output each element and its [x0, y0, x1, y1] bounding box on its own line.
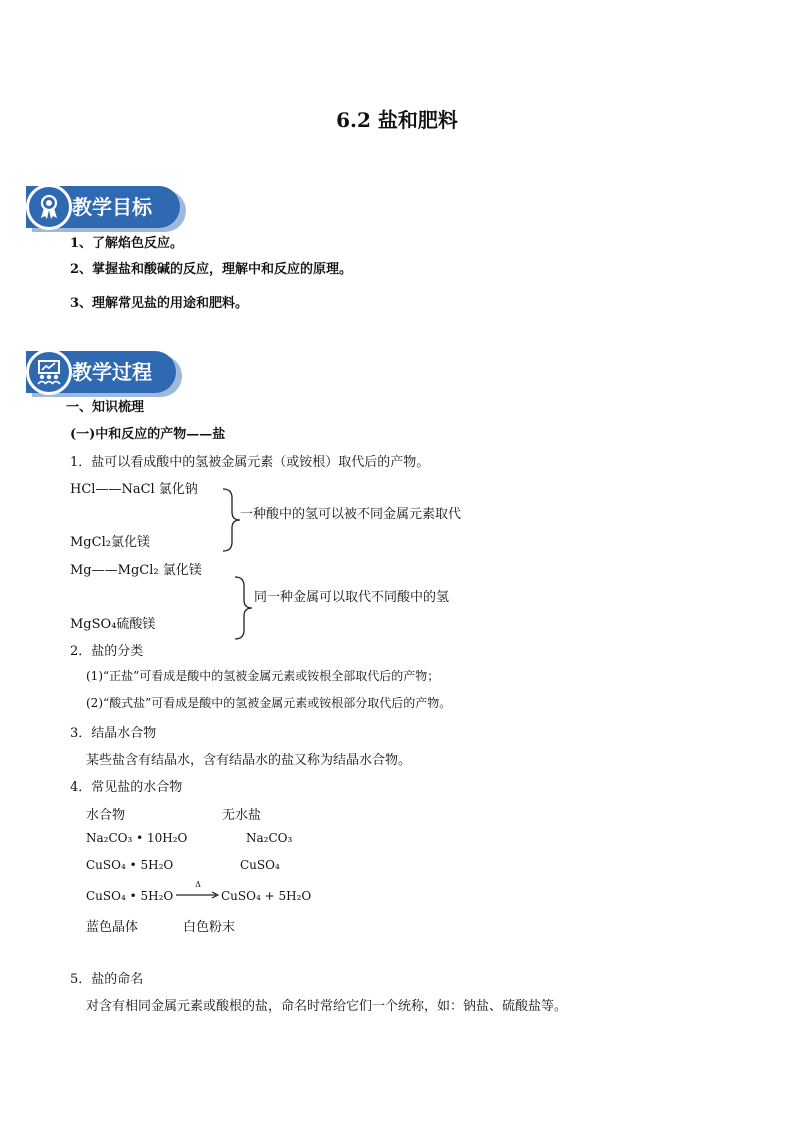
example-line: Mg——MgCl₂ 氯化镁	[70, 563, 202, 578]
paragraph: (2)“酸式盐”可看成是酸中的氢被金属元素或铵根部分取代后的产物。	[86, 696, 452, 710]
brace-note: 同一种金属可以取代不同酸中的氢	[254, 590, 450, 605]
brace-icon	[220, 488, 242, 552]
part-heading: 一、知识梳理	[66, 400, 145, 415]
goal-item: 2、掌握盐和酸碱的反应，理解中和反应的原理。	[70, 262, 353, 277]
subsection-heading: (一)中和反应的产物——盐	[70, 427, 226, 442]
arrow-right-icon	[176, 890, 220, 900]
section-header-label: 教学目标	[26, 186, 180, 228]
table-cell: CuSO₄ • 5H₂O	[86, 858, 174, 872]
example-line: HCl——NaCl 氯化钠	[70, 482, 198, 497]
presentation-icon	[26, 349, 72, 395]
equation-right: CuSO₄ + 5H₂O	[221, 889, 312, 903]
goal-item: 3、理解常见盐的用途和肥料。	[70, 296, 249, 311]
section-header-label: 教学过程	[26, 351, 176, 393]
table-cell: CuSO₄	[240, 858, 280, 872]
example-line: MgSO₄硫酸镁	[70, 617, 156, 632]
reaction-arrow	[176, 880, 220, 900]
equation-label: 蓝色晶体	[86, 920, 139, 935]
brace-icon	[232, 576, 254, 640]
brace-note: 一种酸中的氢可以被不同金属元素取代	[240, 507, 462, 522]
paragraph: 3．结晶水合物	[70, 726, 157, 741]
page-title: 6.2 盐和肥料	[336, 108, 458, 132]
table-cell: Na₂CO₃ • 10H₂O	[86, 831, 188, 845]
section-header-goals	[26, 186, 186, 228]
paragraph: 1．盐可以看成酸中的氢被金属元素（或铵根）取代后的产物。	[70, 455, 430, 470]
section-header-process	[26, 351, 186, 393]
paragraph: 5．盐的命名	[70, 972, 144, 987]
award-icon	[26, 184, 72, 230]
table-header: 水合物	[86, 808, 126, 823]
table-header: 无水盐	[222, 808, 262, 823]
paragraph: 对含有相同金属元素或酸根的盐，命名时常给它们一个统称，如：钠盐、硫酸盐等。	[86, 999, 568, 1014]
paragraph: (1)“正盐”可看成是酸中的氢被金属元素或铵根全部取代后的产物；	[86, 669, 440, 683]
reaction-condition: Δ	[195, 880, 201, 889]
paragraph: 2．盐的分类	[70, 644, 144, 659]
example-line: MgCl₂氯化镁	[70, 535, 150, 550]
table-cell: Na₂CO₃	[246, 831, 293, 845]
goal-item: 1、了解焰色反应。	[70, 236, 184, 251]
paragraph: 4．常见盐的水合物	[70, 780, 183, 795]
equation-left: CuSO₄ • 5H₂O	[86, 889, 174, 903]
paragraph: 某些盐含有结晶水，含有结晶水的盐又称为结晶水合物。	[86, 753, 412, 768]
equation-label: 白色粉末	[183, 920, 236, 935]
